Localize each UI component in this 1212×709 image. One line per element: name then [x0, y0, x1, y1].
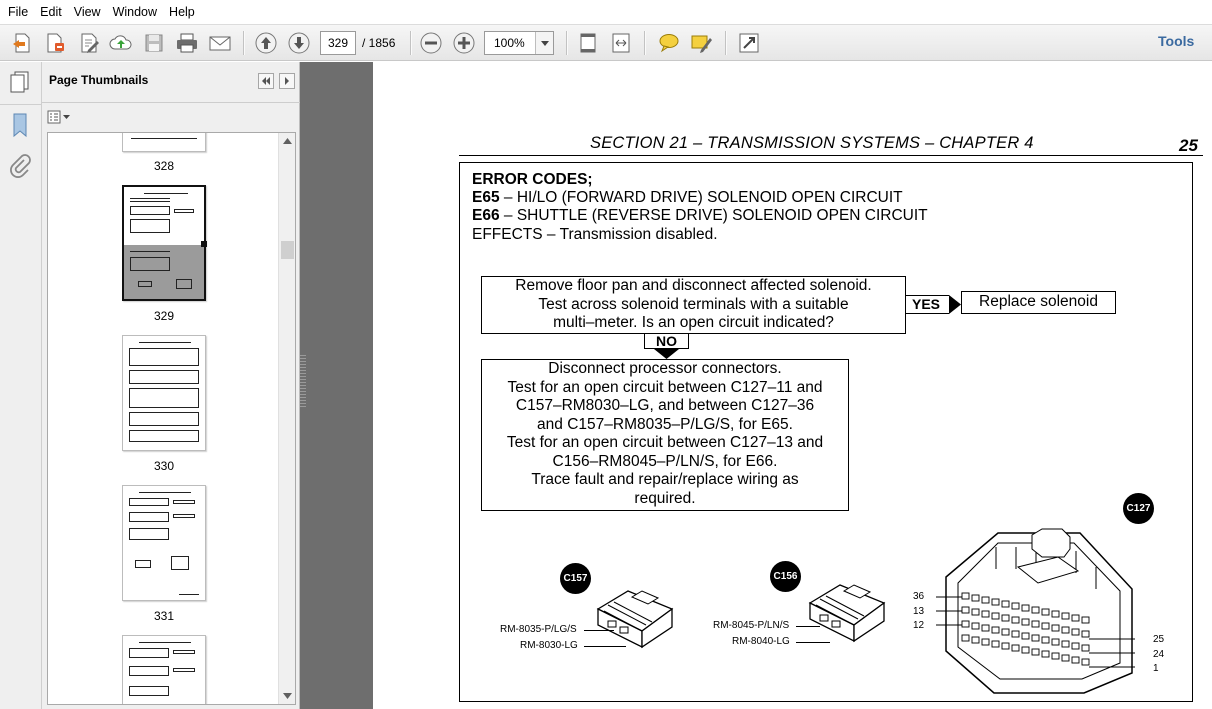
thumbnail-view-region[interactable] [124, 245, 204, 299]
wire-label: RM-8035-P/LG/S [500, 624, 577, 635]
no-arrow-icon [654, 349, 679, 359]
prev-page-icon[interactable] [253, 30, 279, 56]
thumbnail-box [173, 514, 195, 518]
thumbnail-line [130, 198, 170, 199]
create-pdf-icon[interactable] [9, 30, 35, 56]
scrollbar-thumb[interactable] [281, 241, 294, 259]
thumbnail-box [129, 388, 199, 408]
menu-help[interactable]: Help [169, 5, 195, 19]
thumbnail-page[interactable] [122, 635, 206, 705]
step-line: C157–RM8030–LG, and between C127–36 [515, 397, 815, 414]
fit-page-icon[interactable] [575, 30, 601, 56]
yes-arrow-icon [949, 295, 961, 314]
edit-icon[interactable] [76, 30, 102, 56]
error-codes-title: ERROR CODES; [472, 171, 593, 188]
thumbnail-line [139, 492, 191, 493]
flow-step-1 [481, 276, 906, 334]
menu-edit[interactable]: Edit [40, 5, 62, 19]
toolbar-separator [410, 31, 411, 55]
pin-label: 24 [1153, 649, 1165, 660]
yes-action: Replace solenoid [979, 293, 1098, 310]
description: – HI/LO (FORWARD DRIVE) SOLENOID OPEN CIRCUIT [499, 189, 903, 206]
panel-splitter[interactable] [300, 355, 306, 407]
pin-label: 36 [913, 591, 925, 602]
no-connector [644, 334, 689, 349]
rail-divider [0, 104, 42, 105]
thumbnail-scrollbar[interactable] [278, 133, 295, 704]
thumbnail-box [129, 498, 169, 506]
chevron-down-icon[interactable] [535, 32, 553, 54]
thumbnail-line [139, 342, 191, 343]
comment-icon[interactable] [656, 30, 682, 56]
thumbnail-label: 330 [153, 459, 175, 473]
connector-c127-drawing [936, 527, 1148, 697]
thumbnail-box [129, 370, 199, 384]
thumbnail-box [129, 348, 199, 366]
export-icon[interactable] [42, 30, 68, 56]
step-line: C156–RM8045–P/LN/S, for E66. [552, 452, 778, 470]
tools-button[interactable]: Tools [1158, 33, 1195, 49]
thumbnail-label: 331 [153, 609, 175, 623]
leader-line [584, 630, 614, 631]
thumbnail-line [130, 201, 170, 202]
step-line: Disconnect processor connectors. [548, 360, 782, 377]
thumbnail-box [129, 686, 169, 696]
panel-title: Page Thumbnails [49, 73, 149, 87]
wire-label: RM-8045-P/LN/S [713, 620, 790, 631]
thumbnail-line [179, 594, 199, 595]
thumbnails-panel [42, 62, 300, 709]
wire-label: RM-8040-LG [732, 636, 790, 647]
scroll-down-icon[interactable] [283, 693, 292, 699]
thumbnail-box [130, 219, 170, 233]
thumbnail-page-selected[interactable] [122, 185, 206, 301]
step-line: Test across solenoid terminals with a suitable [538, 295, 849, 313]
document-page-number: 25 [1179, 136, 1198, 155]
thumbnail-box [130, 257, 170, 271]
toolbar [0, 24, 1212, 61]
thumbnail-line [144, 193, 188, 194]
zoom-in-icon[interactable] [451, 30, 477, 56]
thumbnail-box [173, 668, 195, 672]
thumbnail-box [129, 412, 199, 426]
content-frame [459, 162, 1193, 702]
email-icon[interactable] [207, 30, 233, 56]
page-total: / 1856 [362, 36, 396, 50]
leader-line [796, 642, 830, 643]
thumbnail-box [129, 512, 169, 522]
pin-label: 13 [913, 606, 925, 617]
pdf-page [373, 62, 1212, 709]
zoom-value: 100% [494, 36, 525, 50]
page-number-input[interactable] [320, 31, 356, 55]
thumbnail-box [135, 560, 151, 568]
step-line: Test for an open circuit between C127–13 and [506, 434, 824, 451]
step-line: multi–meter. Is an open circuit indicated? [553, 314, 834, 331]
connector-c157-drawing [582, 583, 682, 651]
toolbar-separator [725, 31, 726, 55]
thumbnail-box [173, 500, 195, 504]
thumbnail-line [131, 138, 197, 139]
flow-step-2 [481, 359, 849, 511]
bookmark-icon[interactable] [9, 112, 31, 141]
section-heading: SECTION 21 – TRANSMISSION SYSTEMS – CHAPTER 4 [590, 134, 1034, 152]
code: E65 [472, 189, 500, 206]
error-code-e65 [472, 189, 903, 208]
thumbnail-line [139, 642, 191, 643]
menu-file[interactable]: File [8, 5, 29, 19]
print-icon[interactable] [174, 30, 200, 56]
heading-rule [459, 155, 1203, 156]
menu-view[interactable]: View [73, 5, 101, 19]
attachment-icon[interactable] [9, 154, 31, 181]
yes-connector [906, 295, 949, 314]
thumbnail-box [173, 650, 195, 654]
thumbnail-label: 328 [153, 159, 175, 173]
thumbnail-box [130, 206, 170, 215]
step-line: Test for an open circuit between C127–11 and [507, 378, 823, 396]
thumbnail-label: 329 [153, 309, 175, 323]
pages-icon[interactable] [8, 70, 32, 97]
scroll-up-icon[interactable] [283, 138, 292, 144]
menu-bar [0, 0, 1212, 24]
fit-width-icon[interactable] [608, 30, 634, 56]
step-line: Trace fault and repair/replace wiring as [531, 471, 799, 488]
connector-badge-c156: C156 [770, 561, 801, 592]
yes-action-box [961, 291, 1116, 314]
pin-label: 25 [1153, 634, 1165, 645]
connector-c156-drawing [794, 577, 894, 645]
leader-line [584, 646, 626, 647]
effects-text: EFFECTS – Transmission disabled. [472, 226, 718, 243]
toolbar-separator [644, 31, 645, 55]
thumbnail-box [174, 209, 194, 213]
thumbnail-page[interactable] [122, 132, 206, 152]
step-line: required. [634, 489, 696, 507]
upload-icon[interactable] [108, 30, 134, 56]
thumbnail-box [138, 281, 152, 287]
menu-window[interactable]: Window [112, 5, 158, 19]
highlight-icon[interactable] [689, 30, 715, 56]
document-gutter [300, 62, 373, 709]
thumbnail-box [129, 430, 199, 442]
thumbnail-box [171, 556, 189, 570]
thumbnail-box [129, 666, 169, 676]
zoom-out-icon[interactable] [418, 30, 444, 56]
fullscreen-icon[interactable] [736, 30, 762, 56]
step-line: Remove floor pan and disconnect affected solenoid. [515, 277, 872, 294]
wire-label: RM-8030-LG [520, 640, 578, 651]
connector-badge-c127: C127 [1123, 493, 1154, 524]
thumbnail-line [130, 251, 170, 252]
thumbnail-box [129, 528, 169, 540]
error-code-e66 [472, 207, 928, 226]
navigation-rail [0, 62, 42, 709]
no-label: NO [656, 333, 677, 349]
step-line: and C157–RM8035–P/LG/S, for E65. [537, 415, 793, 433]
thumbnail-options-icon[interactable] [47, 108, 73, 126]
pin-label: 1 [1153, 663, 1159, 674]
view-region-handle[interactable] [201, 241, 207, 247]
thumbnail-box [176, 279, 192, 289]
toolbar-separator [566, 31, 567, 55]
next-page-icon[interactable] [286, 30, 312, 56]
connector-badge-c157: C157 [560, 563, 591, 594]
panel-divider [42, 102, 300, 103]
description: – SHUTTLE (REVERSE DRIVE) SOLENOID OPEN CIRCUIT [499, 207, 928, 224]
expand-panel-icon[interactable] [279, 73, 295, 89]
pin-label: 12 [913, 620, 925, 631]
zoom-select[interactable] [484, 31, 554, 55]
save-icon[interactable] [141, 30, 167, 56]
collapse-panel-icon[interactable] [258, 73, 274, 89]
code: E66 [472, 207, 500, 224]
thumbnail-page[interactable] [122, 485, 206, 601]
yes-label: YES [912, 296, 941, 312]
toolbar-separator [243, 31, 244, 55]
thumbnail-box [129, 648, 169, 658]
thumbnail-page[interactable] [122, 335, 206, 451]
thumbnail-list[interactable] [47, 132, 296, 705]
leader-line [796, 626, 820, 627]
